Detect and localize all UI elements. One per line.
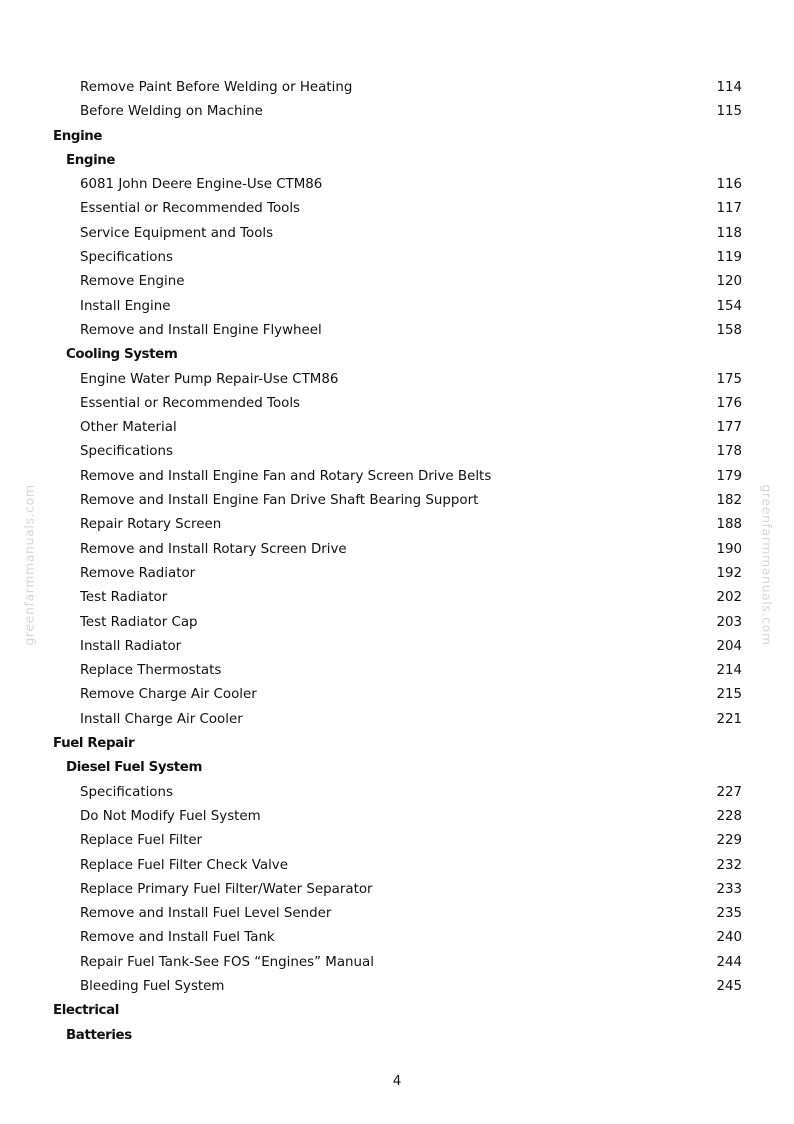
toc-entry-title: Other Material xyxy=(80,420,177,436)
toc-entry[interactable] xyxy=(0,465,794,489)
toc-entry-page-number: 118 xyxy=(716,225,742,241)
toc-entry[interactable] xyxy=(0,197,794,221)
toc-entry-page-number: 117 xyxy=(716,201,742,217)
toc-entry-page-number: 228 xyxy=(716,808,742,824)
toc-entry[interactable] xyxy=(0,489,794,513)
toc-entry-title: Replace Fuel Filter xyxy=(80,833,203,849)
toc-entry-title: Essential or Recommended Tools xyxy=(80,395,301,411)
toc-entry-page-number: 232 xyxy=(716,857,742,873)
toc-entry-title: Install Radiator xyxy=(80,638,182,654)
toc-entry-page-number: 235 xyxy=(716,906,742,922)
toc-entry[interactable] xyxy=(0,708,794,732)
toc-entry-page-number: 204 xyxy=(716,638,742,654)
toc-subsection-heading[interactable] xyxy=(0,343,794,367)
toc-entry[interactable] xyxy=(0,246,794,270)
toc-entry-page-number: 192 xyxy=(716,565,742,581)
toc-entry[interactable] xyxy=(0,683,794,707)
toc-entry-title: Remove Engine xyxy=(80,274,185,290)
toc-entry-title: Before Welding on Machine xyxy=(80,104,263,120)
toc-entry-title: Specifications xyxy=(80,250,173,266)
toc-entry-title: Install Engine xyxy=(80,298,171,314)
toc-entry-page-number: 115 xyxy=(716,104,742,120)
toc-entry-title: Replace Thermostats xyxy=(80,663,222,679)
toc-entry-page-number: 229 xyxy=(716,833,742,849)
toc-entry-page-number: 221 xyxy=(716,711,742,727)
toc-entry-title: Fuel Repair xyxy=(53,736,135,752)
toc-subsection-heading[interactable] xyxy=(0,1024,794,1048)
toc-entry[interactable] xyxy=(0,659,794,683)
toc-entry-title: Batteries xyxy=(66,1027,132,1043)
toc-entry-page-number: 158 xyxy=(716,322,742,338)
toc-entry-page-number: 178 xyxy=(716,444,742,460)
toc-entry-title: Service Equipment and Tools xyxy=(80,225,274,241)
toc-entry-page-number: 179 xyxy=(716,468,742,484)
toc-entry-page-number: 233 xyxy=(716,881,742,897)
watermark-text: greenfarmmanuals.com xyxy=(21,484,37,646)
toc-entry-title: Do Not Modify Fuel System xyxy=(80,808,261,824)
toc-entry-title: Install Charge Air Cooler xyxy=(80,711,243,727)
toc-entry[interactable] xyxy=(0,173,794,197)
toc-entry-title: Essential or Recommended Tools xyxy=(80,201,301,217)
toc-entry-title: Remove and Install Fuel Level Sender xyxy=(80,906,332,922)
toc-entry-page-number: 116 xyxy=(716,177,742,193)
toc-entry-title: Remove and Install Fuel Tank xyxy=(80,930,275,946)
toc-entry-page-number: 202 xyxy=(716,590,742,606)
toc-entry[interactable] xyxy=(0,513,794,537)
toc-section-heading[interactable] xyxy=(0,125,794,149)
toc-entry-title: Diesel Fuel System xyxy=(66,760,203,776)
toc-entry-title: Engine xyxy=(53,128,103,144)
toc-entry[interactable] xyxy=(0,611,794,635)
toc-entry-page-number: 120 xyxy=(716,274,742,290)
toc-entry-page-number: 119 xyxy=(716,250,742,266)
toc-entry-page-number: 177 xyxy=(716,420,742,436)
toc-entry-page-number: 214 xyxy=(716,663,742,679)
toc-entry-title: Remove and Install Engine Fan Drive Shaft Bearing Support xyxy=(80,493,479,509)
toc-entry[interactable] xyxy=(0,392,794,416)
toc-entry-page-number: 114 xyxy=(716,80,742,95)
toc-entry[interactable] xyxy=(0,440,794,464)
toc-entry[interactable] xyxy=(0,270,794,294)
toc-entry[interactable] xyxy=(0,829,794,853)
toc-entry[interactable] xyxy=(0,416,794,440)
watermark-text: greenfarmmanuals.com xyxy=(759,484,775,646)
toc-entry-title: Bleeding Fuel System xyxy=(80,978,225,994)
toc-entry[interactable] xyxy=(0,854,794,878)
toc-section-heading[interactable] xyxy=(0,999,794,1023)
toc-section-heading[interactable] xyxy=(0,732,794,756)
toc-entry[interactable] xyxy=(0,100,794,124)
toc-entry-title: Replace Fuel Filter Check Valve xyxy=(80,857,288,873)
toc-entry[interactable] xyxy=(0,538,794,562)
toc-entry-page-number: 244 xyxy=(716,954,742,970)
page-number: 4 xyxy=(392,1074,402,1089)
toc-entry-title: Remove Radiator xyxy=(80,565,196,581)
toc-entry-title: Specifications xyxy=(80,444,173,460)
toc-entry-title: Electrical xyxy=(53,1003,119,1019)
toc-entry[interactable] xyxy=(0,878,794,902)
toc-entry-page-number: 190 xyxy=(716,541,742,557)
toc-entry-page-number: 154 xyxy=(716,298,742,314)
toc-entry-title: Repair Fuel Tank-See FOS “Engines” Manual xyxy=(80,954,374,970)
toc-entry[interactable] xyxy=(0,975,794,999)
toc-entry[interactable] xyxy=(0,222,794,246)
toc-entry-title: Repair Rotary Screen xyxy=(80,517,222,533)
toc-entry[interactable] xyxy=(0,295,794,319)
toc-entry[interactable] xyxy=(0,805,794,829)
toc-entry-title: Engine xyxy=(66,152,116,168)
toc-subsection-heading[interactable] xyxy=(0,149,794,173)
toc-entry[interactable] xyxy=(0,76,794,100)
toc-entry-title: Remove and Install Rotary Screen Drive xyxy=(80,541,347,557)
toc-entry[interactable] xyxy=(0,635,794,659)
toc-entry-page-number: 245 xyxy=(716,978,742,994)
toc-entry-title: Remove Paint Before Welding or Heating xyxy=(80,80,353,95)
table-of-contents xyxy=(0,76,794,1048)
toc-entry-page-number: 240 xyxy=(716,930,742,946)
toc-entry[interactable] xyxy=(0,902,794,926)
toc-subsection-heading[interactable] xyxy=(0,756,794,780)
toc-entry[interactable] xyxy=(0,586,794,610)
toc-entry-title: 6081 John Deere Engine-Use CTM86 xyxy=(80,177,323,193)
toc-entry-page-number: 203 xyxy=(716,614,742,630)
toc-entry[interactable] xyxy=(0,951,794,975)
toc-entry-title: Remove and Install Engine Fan and Rotary Screen Drive Belts xyxy=(80,468,492,484)
toc-entry[interactable] xyxy=(0,319,794,343)
toc-entry-title: Replace Primary Fuel Filter/Water Separator xyxy=(80,881,373,897)
toc-entry[interactable] xyxy=(0,562,794,586)
toc-entry-page-number: 215 xyxy=(716,687,742,703)
toc-entry-page-number: 227 xyxy=(716,784,742,800)
toc-entry-page-number: 182 xyxy=(716,493,742,509)
toc-entry-title: Remove and Install Engine Flywheel xyxy=(80,322,322,338)
toc-entry-title: Test Radiator xyxy=(80,590,168,606)
toc-entry-title: Remove Charge Air Cooler xyxy=(80,687,257,703)
toc-entry-page-number: 176 xyxy=(716,395,742,411)
toc-entry-title: Test Radiator Cap xyxy=(80,614,198,630)
toc-entry-title: Engine Water Pump Repair-Use CTM86 xyxy=(80,371,339,387)
toc-entry-page-number: 188 xyxy=(716,517,742,533)
toc-entry-title: Specifications xyxy=(80,784,173,800)
toc-entry-title: Cooling System xyxy=(66,347,178,363)
toc-entry-page-number: 175 xyxy=(716,371,742,387)
toc-entry[interactable] xyxy=(0,781,794,805)
toc-entry[interactable] xyxy=(0,926,794,950)
toc-entry[interactable] xyxy=(0,368,794,392)
